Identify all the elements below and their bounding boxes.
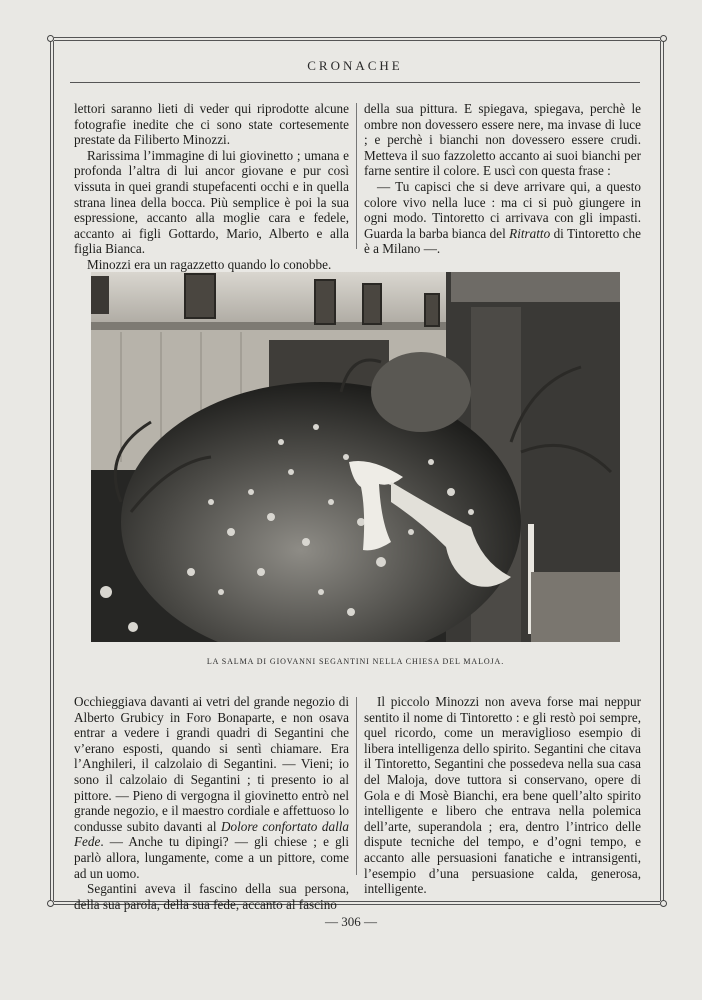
italic-title: Dolore confortato dalla Fede — [74, 818, 349, 850]
paragraph: lettori saranno lieti di veder qui riprodotte alcune fotografie inedite che ci sono state cortesemente prestate da Filiberto Minozzi. — [74, 101, 349, 148]
paragraph: Occhieggiava davanti ai vetri del grande negozio di Alberto Grubicy in Foro Bonaparte, e non osava entrar a vedere i grandi quadri di Segantini che v’erano esposti, quando si sentì chiamare. Era l’Anghileri, il calzolaio di Segantini. — Vieni; io sono il calzolaio di Segantini ; ti presento io al pittore. — Pieno di vergogna il giovinetto entrò nel grande negozio, e il maestro cordiale e affettuoso lo condusse subito davanti al Dolore confortato dalla Fede. — Anche tu dipingi? — gli chiese ; e gli parlò allora, lungamente, come a un pittore, come ad un uomo. — [74, 694, 349, 881]
frame-right-rule-inner — [660, 41, 661, 901]
frame-right-rule — [663, 41, 664, 901]
frame-top-rule-inner — [54, 40, 660, 41]
photograph-image — [91, 272, 620, 642]
figure-caption: LA SALMA DI GIOVANNI SEGANTINI NELLA CHIESA DEL MALOJA. — [206, 657, 505, 666]
page-number: — 306 — — [325, 914, 377, 929]
frame-corner-ornament — [47, 900, 54, 907]
running-head: CRONACHE — [307, 58, 403, 73]
frame-top-rule — [54, 37, 660, 38]
italic-title: Ritratto — [509, 225, 551, 241]
header-rule — [70, 82, 640, 83]
paragraph: — Tu capisci che si deve arrivare qui, a questo colore vivo nella luce : ma ci si può giungere in ogni modo. Tintoretto ci arrivava con gli impasti. Guarda la barba bianca del Ritratto di Tintoretto che è a Milano —. — [364, 178, 641, 257]
frame-left-rule — [50, 41, 51, 901]
column-top-left — [74, 101, 349, 273]
column-divider — [356, 103, 357, 249]
photograph-segantini-bier — [91, 272, 620, 642]
frame-corner-ornament — [47, 35, 54, 42]
paragraph: Minozzi era un ragazzetto quando lo conobbe. — [87, 256, 332, 272]
frame-corner-ornament — [660, 900, 667, 907]
paragraph: Segantini aveva il fascino della sua persona, della sua parola, della sua fede, accanto al fascino — [74, 881, 349, 912]
column-bottom-left — [74, 694, 349, 912]
frame-left-rule-inner — [53, 41, 54, 901]
paragraph: Il piccolo Minozzi non aveva forse mai neppur sentito il nome di Tintoretto : e gli restò poi sempre, quel ricordo, come un meraviglioso esempio di libera intelligenza dello spirito. Segantini che citava il Tintoretto, Segantini che possedeva nella sua casa del Maloja, dove tuttora si conservano, opere di Gola e di Mosè Bianchi, era bene quell’alto spirito intelligente e libero che entrava nella polemica dell’arte, superandola ; era, dentro l’intrico delle dispute tecniche del tempo, e d’ogni tempo, e accanto alle persuasioni fanatiche e intransigenti, l’esempio d’una persuasione calda, generosa, intelligente. — [364, 694, 641, 897]
column-bottom-right — [364, 694, 641, 897]
column-top-right — [364, 101, 641, 257]
paragraph: della sua pittura. E spiegava, spiegava, perchè le ombre non dovessero essere nere, ma invase di luce ; e perchè i bianchi non dovessero essere crudi. Metteva il suo fazzoletto accanto ai suoi bianchi per farne sentire il colore. E uscì con questa frase : — [364, 101, 641, 179]
column-divider — [356, 697, 357, 875]
frame-corner-ornament — [660, 35, 667, 42]
paragraph: Rarissima l’immagine di lui giovinetto ; umana e profonda l’altra di lui ancor giovane e pur così vissuta in quei grandi stupefacenti occhi e in quella strana linea della bocca. Più semplice è poi la sua espressione, accanto alla moglie cara e fedele, accanto ai figli Gottardo, Mario, Alberto e alla figlia Bianca. — [74, 147, 349, 257]
